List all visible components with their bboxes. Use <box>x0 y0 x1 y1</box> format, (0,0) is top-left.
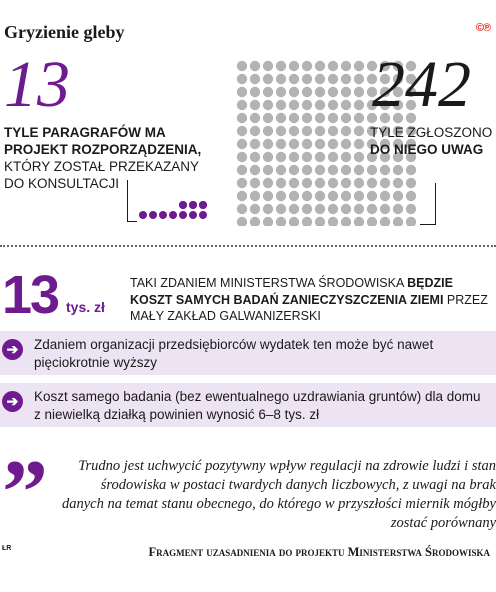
comment-dot <box>393 178 403 188</box>
comment-dot <box>237 217 247 226</box>
comment-dot <box>393 165 403 175</box>
comment-dot <box>237 61 247 71</box>
comment-dot <box>289 100 299 110</box>
comment-dot <box>367 191 377 201</box>
comment-dot <box>302 191 312 201</box>
comment-dot <box>406 217 416 226</box>
comment-dot <box>354 139 364 149</box>
comment-dot <box>341 178 351 188</box>
comment-dot <box>354 191 364 201</box>
comment-dot <box>302 126 312 136</box>
callout-box <box>0 383 496 427</box>
paragraph-dot <box>189 201 197 209</box>
comment-dot <box>250 165 260 175</box>
cost-text-pre: TAKI ZDANIEM MINISTERSTWA ŚRODOWISKA <box>130 276 408 290</box>
comment-dot <box>367 217 377 226</box>
paragraph-dot <box>199 201 207 209</box>
comment-dot <box>302 113 312 123</box>
comment-dot <box>263 178 273 188</box>
comment-dot <box>276 139 286 149</box>
comment-dot <box>263 87 273 97</box>
paragraph-dot <box>189 211 197 219</box>
comment-dot <box>276 126 286 136</box>
comment-dot <box>341 61 351 71</box>
paragraph-dot <box>199 211 207 219</box>
comment-dot <box>263 113 273 123</box>
comment-dot <box>302 74 312 84</box>
paragraphs-count: 13 <box>4 48 70 121</box>
comment-dot <box>315 126 325 136</box>
comment-dot <box>237 74 247 84</box>
comment-dot <box>315 217 325 226</box>
comment-dot <box>263 152 273 162</box>
comment-dot <box>341 113 351 123</box>
cost-text-bold: BĘDZIE KOSZT SAMYCH BADAŃ ZANIECZYSZCZENIA ZIEMI <box>130 276 453 307</box>
cost-number: 13 <box>2 265 59 325</box>
comment-dot <box>302 139 312 149</box>
author-credit: ŁR <box>2 545 12 552</box>
quote-mark-icon: ” <box>2 441 48 543</box>
comment-dot <box>328 191 338 201</box>
comment-dot <box>328 100 338 110</box>
comment-dot <box>237 165 247 175</box>
comment-dot <box>354 100 364 110</box>
paragraphs-dot-grid <box>138 200 224 220</box>
comment-dot <box>250 74 260 84</box>
comment-dot <box>237 139 247 149</box>
comment-dot <box>263 165 273 175</box>
comment-dot <box>289 191 299 201</box>
comment-dot <box>276 191 286 201</box>
paragraphs-caption-bold: TYLE PARAGRAFÓW MA PROJEKT ROZPORZĄDZENIA, <box>4 125 202 157</box>
comment-dot <box>289 152 299 162</box>
comment-dot <box>328 139 338 149</box>
comment-dot <box>354 74 364 84</box>
comment-dot <box>328 126 338 136</box>
comment-dot <box>302 61 312 71</box>
infographic-title: Gryzienie gleby <box>4 22 125 42</box>
comment-dot <box>237 113 247 123</box>
comment-dot <box>263 204 273 214</box>
comment-dot <box>289 178 299 188</box>
comment-dot <box>341 126 351 136</box>
comment-dot <box>315 100 325 110</box>
comment-dot <box>250 191 260 201</box>
comment-dot <box>315 204 325 214</box>
comment-dot <box>250 204 260 214</box>
comment-dot <box>315 74 325 84</box>
comment-dot <box>302 100 312 110</box>
callout-text: Zdaniem organizacji przedsiębiorców wydatek ten może być nawet pięciokrotnie wyższy <box>34 337 434 370</box>
comment-dot <box>289 74 299 84</box>
comment-dot <box>250 139 260 149</box>
comment-dot <box>328 87 338 97</box>
comment-dot <box>367 165 377 175</box>
connector-line-right <box>420 183 436 225</box>
comment-dot <box>237 178 247 188</box>
cost-text-post: PRZEZ MAŁY ZAKŁAD GALWANIZERSKI <box>130 292 488 323</box>
comment-dot <box>250 61 260 71</box>
comment-dot <box>380 178 390 188</box>
comment-dot <box>341 217 351 226</box>
comment-dot <box>380 191 390 201</box>
comments-count: 242 <box>372 48 471 121</box>
comment-dot <box>237 87 247 97</box>
comment-dot <box>341 100 351 110</box>
comment-dot <box>302 152 312 162</box>
connector-line-left <box>127 180 137 222</box>
comment-dot <box>289 126 299 136</box>
comment-dot <box>263 61 273 71</box>
comment-dot <box>367 178 377 188</box>
comment-dot <box>289 87 299 97</box>
comment-dot <box>276 204 286 214</box>
comment-dot <box>302 204 312 214</box>
arrow-right-icon: ➔ <box>2 391 23 412</box>
comment-dot <box>302 87 312 97</box>
quote-source: Fragment uzasadnienia do projektu Ministerstwa Środowiska <box>148 545 490 559</box>
comment-dot <box>315 139 325 149</box>
comment-dot <box>263 74 273 84</box>
comment-dot <box>354 61 364 71</box>
comment-dot <box>341 165 351 175</box>
comment-dot <box>380 204 390 214</box>
comment-dot <box>250 126 260 136</box>
comment-dot <box>341 87 351 97</box>
comment-dot <box>393 204 403 214</box>
comment-dot <box>237 126 247 136</box>
comment-dot <box>341 74 351 84</box>
comment-dot <box>263 217 273 226</box>
comment-dot <box>289 165 299 175</box>
comment-dot <box>341 139 351 149</box>
comment-dot <box>315 61 325 71</box>
comment-dot <box>289 217 299 226</box>
comments-caption-bold: DO NIEGO UWAG <box>370 142 484 157</box>
paragraph-dot <box>169 211 177 219</box>
comment-dot <box>315 113 325 123</box>
paragraphs-caption: KTÓRY ZOSTAŁ PRZEKAZANY DO KONSULTACJI <box>4 159 199 191</box>
comment-dot <box>328 217 338 226</box>
comment-dot <box>302 165 312 175</box>
comment-dot <box>250 178 260 188</box>
cost-description <box>130 275 496 325</box>
comment-dot <box>276 152 286 162</box>
comment-dot <box>367 204 377 214</box>
comment-dot <box>237 191 247 201</box>
paragraph-dot <box>159 211 167 219</box>
callout-box <box>0 331 496 375</box>
comment-dot <box>250 87 260 97</box>
comment-dot <box>250 217 260 226</box>
section-divider <box>0 245 496 247</box>
comment-dot <box>341 191 351 201</box>
comment-dot <box>328 204 338 214</box>
comment-dot <box>354 204 364 214</box>
comment-dot <box>354 178 364 188</box>
comment-dot <box>328 74 338 84</box>
comment-dot <box>354 152 364 162</box>
comment-dot <box>302 217 312 226</box>
comment-dot <box>276 165 286 175</box>
comment-dot <box>406 178 416 188</box>
comment-dot <box>406 165 416 175</box>
comment-dot <box>289 61 299 71</box>
comment-dot <box>315 87 325 97</box>
comment-dot <box>380 165 390 175</box>
comment-dot <box>341 204 351 214</box>
comment-dot <box>302 178 312 188</box>
comment-dot <box>237 204 247 214</box>
paragraph-dot <box>179 201 187 209</box>
comment-dot <box>250 100 260 110</box>
comment-dot <box>289 113 299 123</box>
comment-dot <box>315 178 325 188</box>
comments-caption: TYLE ZGŁOSZONO <box>370 125 493 140</box>
comment-dot <box>354 87 364 97</box>
comment-dot <box>263 100 273 110</box>
paragraph-dot <box>149 211 157 219</box>
comment-dot <box>237 152 247 162</box>
comment-dot <box>289 204 299 214</box>
comment-dot <box>276 178 286 188</box>
comment-dot <box>263 139 273 149</box>
comment-dot <box>406 204 416 214</box>
comment-dot <box>328 61 338 71</box>
comment-dot <box>315 165 325 175</box>
comment-dot <box>315 152 325 162</box>
comment-dot <box>328 152 338 162</box>
comment-dot <box>328 178 338 188</box>
paragraph-dot <box>179 211 187 219</box>
comment-dot <box>328 113 338 123</box>
cost-unit: tys. zł <box>66 299 105 315</box>
comment-dot <box>354 113 364 123</box>
comment-dot <box>406 191 416 201</box>
comment-dot <box>276 100 286 110</box>
comment-dot <box>237 100 247 110</box>
comment-dot <box>250 152 260 162</box>
comment-dot <box>276 74 286 84</box>
callout-text: Koszt samego badania (bez ewentualnego uzdrawiania gruntów) dla domu z niewielką działką powinien wynosić 6–8 tys. zł <box>34 389 481 422</box>
comment-dot <box>354 165 364 175</box>
quote-text: Trudno jest uchwycić pozytywny wpływ regulacji na zdrowie ludzi i stan środowiska w postaci twardych danych liczbowych, z uwagi na brak danych na temat stanu obecnego, do którego w przyszłości miernik mógłby zostać porównany <box>62 458 496 531</box>
comment-dot <box>276 87 286 97</box>
comment-dot <box>354 126 364 136</box>
comment-dot <box>276 217 286 226</box>
comment-dot <box>380 217 390 226</box>
comment-dot <box>276 113 286 123</box>
comment-dot <box>354 217 364 226</box>
publisher-logo: ©℗ <box>475 22 490 34</box>
comment-dot <box>250 113 260 123</box>
arrow-right-icon: ➔ <box>2 339 23 360</box>
paragraph-dot <box>139 211 147 219</box>
comment-dot <box>315 191 325 201</box>
comment-dot <box>289 139 299 149</box>
comment-dot <box>328 165 338 175</box>
comment-dot <box>341 152 351 162</box>
comment-dot <box>393 191 403 201</box>
comment-dot <box>263 191 273 201</box>
comment-dot <box>263 126 273 136</box>
comment-dot <box>276 61 286 71</box>
comment-dot <box>393 217 403 226</box>
